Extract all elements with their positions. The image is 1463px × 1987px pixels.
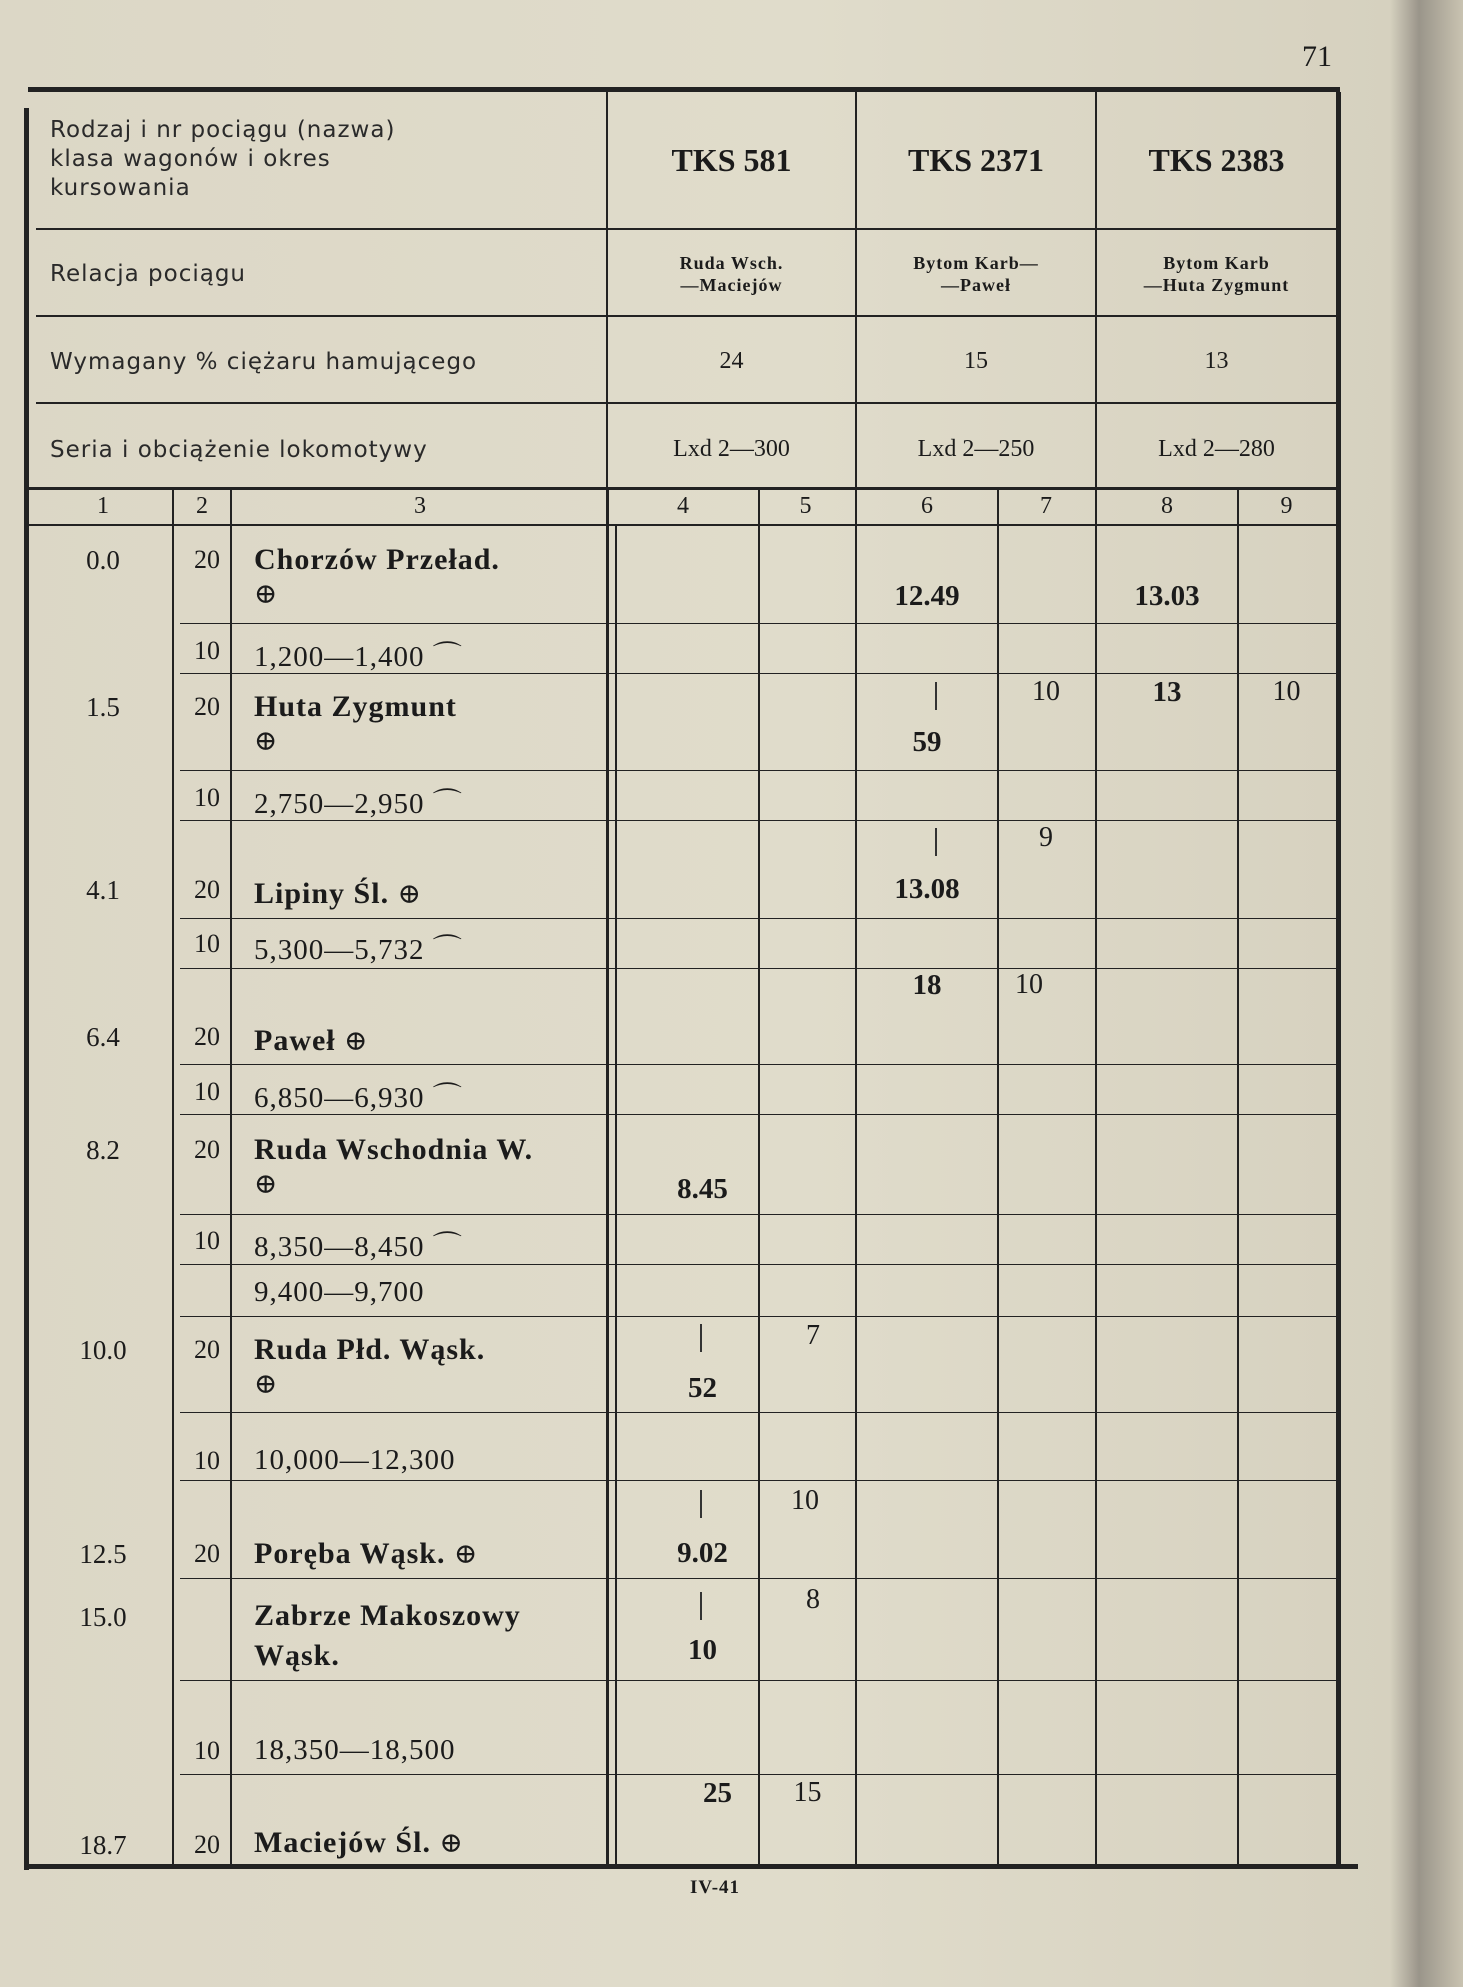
- column-divider: [615, 526, 617, 1864]
- minutes-value: 10: [1032, 676, 1060, 707]
- relation-line: Bytom Karb: [1163, 253, 1270, 273]
- slow-section-range: 2,750—2,950 ⌒: [254, 788, 463, 820]
- column-divider: [606, 490, 609, 1864]
- pass-tick: [700, 1324, 702, 1352]
- loco-value: Lxd 2—280: [1158, 436, 1275, 462]
- km-value: 4.1: [86, 875, 120, 905]
- time-value: 18: [912, 969, 942, 1001]
- time-value: 25: [703, 1777, 732, 1809]
- time-value: 13.03: [1134, 580, 1200, 612]
- time-value: 13: [1152, 676, 1182, 708]
- loco-label: Seria i obciążenie lokomotywy: [50, 437, 428, 463]
- column-number: 5: [799, 493, 812, 519]
- km-value: 18.7: [79, 1830, 127, 1860]
- train-number: TKS 2371: [907, 142, 1045, 178]
- page-number: 71: [1302, 40, 1332, 73]
- column-number: 1: [97, 493, 109, 519]
- minutes-value: 9: [1039, 822, 1053, 853]
- row-rule: [180, 1578, 1336, 1579]
- station-name-text: Wąsk.: [254, 1639, 340, 1672]
- pass-tick: [700, 1592, 702, 1620]
- station-name: [254, 1133, 533, 1201]
- km-value: 12.5: [79, 1539, 127, 1569]
- station-name-text: Huta Zygmunt: [254, 690, 457, 723]
- column-number: 2: [196, 493, 208, 519]
- speed-value: 10: [194, 636, 220, 665]
- minutes-value: 10: [791, 1485, 819, 1516]
- pass-tick: [700, 1490, 702, 1518]
- train-relation: [1097, 252, 1336, 296]
- relation-line: Ruda Wsch.: [679, 253, 784, 273]
- braking-value: 24: [719, 348, 744, 374]
- station-symbol-icon: ⊕: [254, 726, 279, 757]
- km-value: 8.2: [86, 1135, 120, 1165]
- time-value: 9.02: [677, 1537, 728, 1569]
- column-number: 9: [1280, 493, 1293, 519]
- column-number: 6: [921, 493, 933, 519]
- speed-value: 10: [194, 1226, 220, 1255]
- station-name: [254, 1537, 478, 1571]
- row-rule: [180, 1680, 1336, 1681]
- station-symbol-icon: ⊕: [254, 1369, 279, 1400]
- header-rule: [36, 315, 1336, 317]
- page-footer: IV-41: [690, 1877, 741, 1898]
- station-name-text: Paweł: [254, 1024, 336, 1057]
- relation-label: Relacja pociągu: [50, 261, 247, 287]
- right-border: [1336, 92, 1341, 1868]
- station-name: [254, 1826, 464, 1860]
- train-relation: [857, 252, 1095, 296]
- minutes-value: 8: [806, 1584, 820, 1615]
- minutes-value: 7: [806, 1320, 820, 1351]
- braking-value: 15: [964, 348, 988, 374]
- slow-section-range: 6,850—6,930 ⌒: [254, 1082, 463, 1114]
- header-rule: [36, 402, 1336, 404]
- station-name-text: Maciejów Śl.: [254, 1826, 431, 1859]
- time-value: 10: [688, 1634, 717, 1666]
- row-rule: [180, 1412, 1336, 1413]
- station-name: [254, 690, 457, 758]
- slow-section-range: 9,400—9,700: [254, 1276, 425, 1308]
- row-rule: [180, 770, 1336, 771]
- column-number: 3: [414, 493, 426, 519]
- station-name: [254, 1024, 369, 1058]
- train-type-label: Rodzaj i nr pociągu (nazwa) klasa wagonów i okres kursowania: [50, 117, 396, 201]
- time-value: 13.08: [894, 873, 960, 905]
- slow-section-range: 5,300—5,732 ⌒: [254, 934, 463, 966]
- km-value: 6.4: [86, 1022, 120, 1052]
- bottom-border: [28, 1864, 1358, 1869]
- station-symbol-icon: ⊕: [397, 879, 423, 910]
- slow-section-range: 1,200—1,400 ⌒: [254, 641, 463, 673]
- relation-line: Bytom Karb—: [913, 253, 1039, 273]
- speed-value: 10: [194, 1446, 220, 1475]
- minutes-value: 15: [793, 1777, 822, 1808]
- loco-value: Lxd 2—250: [917, 436, 1035, 462]
- station-name: [254, 1596, 521, 1676]
- column-number: 7: [1040, 493, 1052, 519]
- row-rule: [180, 1064, 1336, 1065]
- train-number: TKS 581: [671, 142, 792, 178]
- row-rule: [180, 1214, 1336, 1215]
- header-bottom-rule: [28, 487, 1338, 490]
- speed-value: 10: [194, 1736, 220, 1765]
- column-divider: [855, 490, 857, 1864]
- station-name-text: Zabrze Makoszowy: [254, 1599, 521, 1632]
- loco-value: Lxd 2—300: [673, 436, 790, 462]
- station-name: [254, 877, 422, 911]
- speed-value: 10: [194, 783, 220, 812]
- time-value: 59: [912, 726, 942, 758]
- station-name-text: Poręba Wąsk.: [254, 1537, 446, 1570]
- km-value: 10.0: [79, 1335, 127, 1365]
- station-name-text: Chorzów Przeład.: [254, 543, 500, 576]
- station-name-text: Lipiny Śl.: [254, 877, 390, 910]
- station-symbol-icon: ⊕: [254, 579, 279, 610]
- speed-value: 10: [194, 1077, 220, 1106]
- speed-value: 20: [194, 1539, 220, 1568]
- relation-line: —Huta Zygmunt: [1143, 275, 1290, 295]
- speed-value: 20: [194, 1022, 220, 1051]
- row-rule: [180, 623, 1336, 624]
- speed-value: 20: [194, 1335, 220, 1364]
- left-border: [24, 108, 29, 1870]
- train-relation: [608, 252, 855, 296]
- pass-tick: [935, 682, 937, 710]
- station-name-text: Ruda Wschodnia W.: [254, 1133, 534, 1166]
- train-number: TKS 2383: [1148, 142, 1285, 178]
- column-number: 4: [677, 493, 689, 519]
- slow-section-range: 10,000—12,300: [254, 1444, 456, 1476]
- time-value: 52: [688, 1372, 717, 1404]
- relation-line: —Paweł: [941, 275, 1011, 295]
- km-value: 1.5: [86, 692, 120, 722]
- station-symbol-icon: ⊕: [439, 1828, 464, 1859]
- column-number-rule: [28, 524, 1338, 526]
- station-name-text: Ruda Płd. Wąsk.: [254, 1333, 486, 1366]
- station-name: [254, 543, 500, 611]
- row-rule: [180, 968, 1336, 969]
- row-rule: [180, 1774, 1336, 1775]
- station-symbol-icon: ⊕: [254, 1169, 279, 1200]
- slow-section-range: 18,350—18,500: [254, 1734, 456, 1766]
- km-value: 15.0: [79, 1602, 127, 1632]
- row-rule: [180, 1480, 1336, 1481]
- minutes-value: 10: [1015, 969, 1043, 1000]
- top-border: [28, 87, 1340, 92]
- pass-tick: [935, 828, 937, 856]
- km-value: 0.0: [86, 545, 120, 575]
- speed-value: 20: [194, 1135, 220, 1164]
- minutes-value: 10: [1272, 676, 1301, 707]
- slow-section-range: 8,350—8,450 ⌒: [254, 1231, 463, 1263]
- row-rule: [180, 1316, 1336, 1317]
- header-rule: [36, 228, 1336, 230]
- row-rule: [180, 918, 1336, 919]
- time-value: 8.45: [677, 1173, 728, 1205]
- station-symbol-icon: ⊕: [344, 1026, 369, 1057]
- speed-value: 20: [194, 692, 220, 721]
- relation-line: —Maciejów: [680, 275, 783, 295]
- speed-value: 10: [194, 929, 220, 958]
- station-name: [254, 1333, 485, 1401]
- column-number: 8: [1161, 493, 1173, 519]
- speed-value: 20: [194, 545, 220, 574]
- speed-value: 20: [194, 1830, 220, 1859]
- speed-value: 20: [194, 875, 220, 904]
- time-value: 12.49: [894, 580, 960, 612]
- station-symbol-icon: ⊕: [453, 1539, 479, 1570]
- braking-value: 13: [1204, 348, 1229, 374]
- braking-label: Wymagany % ciężaru hamującego: [50, 349, 478, 375]
